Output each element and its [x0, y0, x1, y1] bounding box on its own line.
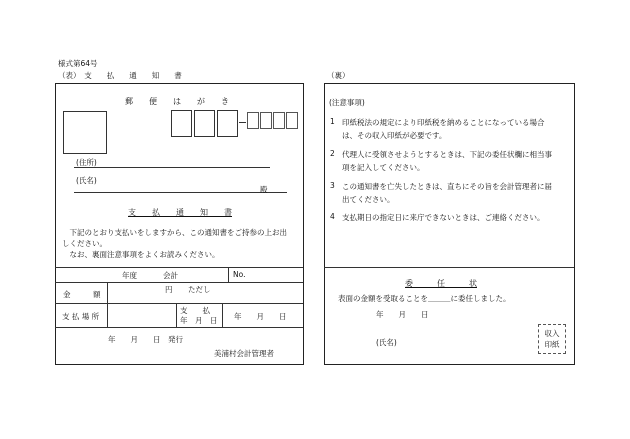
account-label: 会計 — [163, 271, 178, 280]
postal-code-box — [194, 110, 215, 137]
note-2-line-2: 項を記入してください。 — [342, 163, 425, 172]
note-1-line-1: 印紙税法の規定により印紙税を納めることになっている場合 — [342, 118, 545, 127]
table-divider — [228, 267, 229, 282]
postcard-header: 郵 便 は が き — [125, 97, 229, 106]
name-line — [74, 192, 287, 193]
body-line-3: なお、裏面注意事項をよくお読みください。 — [62, 250, 220, 259]
table-divider — [107, 282, 108, 327]
table-divider — [222, 303, 223, 327]
body-line-1: 下記のとおり支払いをしますから、この通知書をご持参の上お出 — [62, 228, 287, 237]
postal-code-box-small — [247, 112, 259, 129]
note-1-line-2: は、その収入印紙が必要です。 — [342, 131, 447, 140]
proxy-title: 委 任 状 — [405, 279, 477, 288]
postal-code-box — [171, 110, 192, 137]
number-label: No. — [233, 270, 246, 279]
front-label: （表） 支 払 通 知 書 — [58, 71, 182, 80]
honorific: 殿 — [260, 185, 268, 194]
address-label: (住所) — [76, 158, 97, 167]
proxy-date: 年 月 日 — [376, 310, 429, 319]
postal-code-dash — [239, 122, 246, 123]
amount-label: 金 額 — [63, 290, 101, 299]
tadashi-label: ただし — [188, 285, 211, 294]
issuer: 美浦村会計管理者 — [214, 349, 274, 358]
revenue-stamp-box — [538, 324, 566, 354]
payment-date-label-top: 支 払 — [180, 306, 210, 315]
postage-stamp-box — [63, 111, 107, 154]
front-title: 支 払 通 知 書 — [128, 208, 232, 217]
postal-code-box-small — [286, 112, 298, 129]
note-4-num: 4 — [330, 212, 335, 221]
table-rule — [55, 267, 303, 268]
note-2-num: 2 — [330, 149, 335, 158]
note-2-line-1: 代理人に受領させようとするときは、下記の委任状欄に相当事 — [342, 150, 552, 159]
proxy-text: 表面の金額を受取ることを＿＿＿に委任しました。 — [338, 294, 511, 303]
notes-heading: (注意事項) — [329, 98, 365, 107]
address-line — [74, 167, 270, 168]
name-label: (氏名) — [76, 176, 97, 185]
note-4-line-1: 支払期日の指定日に来庁できないときは、ご連絡ください。 — [342, 213, 545, 222]
revenue-stamp-label-1: 収入 — [544, 329, 560, 338]
table-rule — [55, 327, 303, 328]
payment-place-label: 支 払 場 所 — [62, 312, 100, 321]
issue-line: 年 月 日 発行 — [108, 335, 183, 344]
table-divider — [176, 303, 177, 327]
note-3-line-1: この通知書を亡失したときは、直ちにその旨を会計管理者に届 — [342, 182, 552, 191]
note-1-num: 1 — [330, 117, 335, 126]
back-label: （裏） — [327, 71, 350, 80]
body-line-2: しください。 — [62, 239, 107, 248]
postal-code-box — [217, 110, 238, 137]
back-divider — [324, 267, 574, 268]
revenue-stamp-label-2: 印紙 — [544, 340, 560, 349]
note-3-line-2: 出てください。 — [342, 195, 395, 204]
payment-date-label-bottom: 年 月 日 — [180, 316, 218, 325]
form-number: 様式第64号 — [58, 59, 98, 68]
postal-code-box-small — [260, 112, 272, 129]
note-3-num: 3 — [330, 181, 335, 190]
yen-label: 円 — [165, 285, 173, 294]
payment-date-value: 年 月 日 — [234, 312, 287, 321]
table-rule — [55, 282, 303, 283]
fiscal-year-label: 年度 — [122, 271, 137, 280]
table-rule — [55, 303, 303, 304]
postal-code-box-small — [273, 112, 285, 129]
proxy-name-label: (氏名) — [376, 338, 397, 347]
